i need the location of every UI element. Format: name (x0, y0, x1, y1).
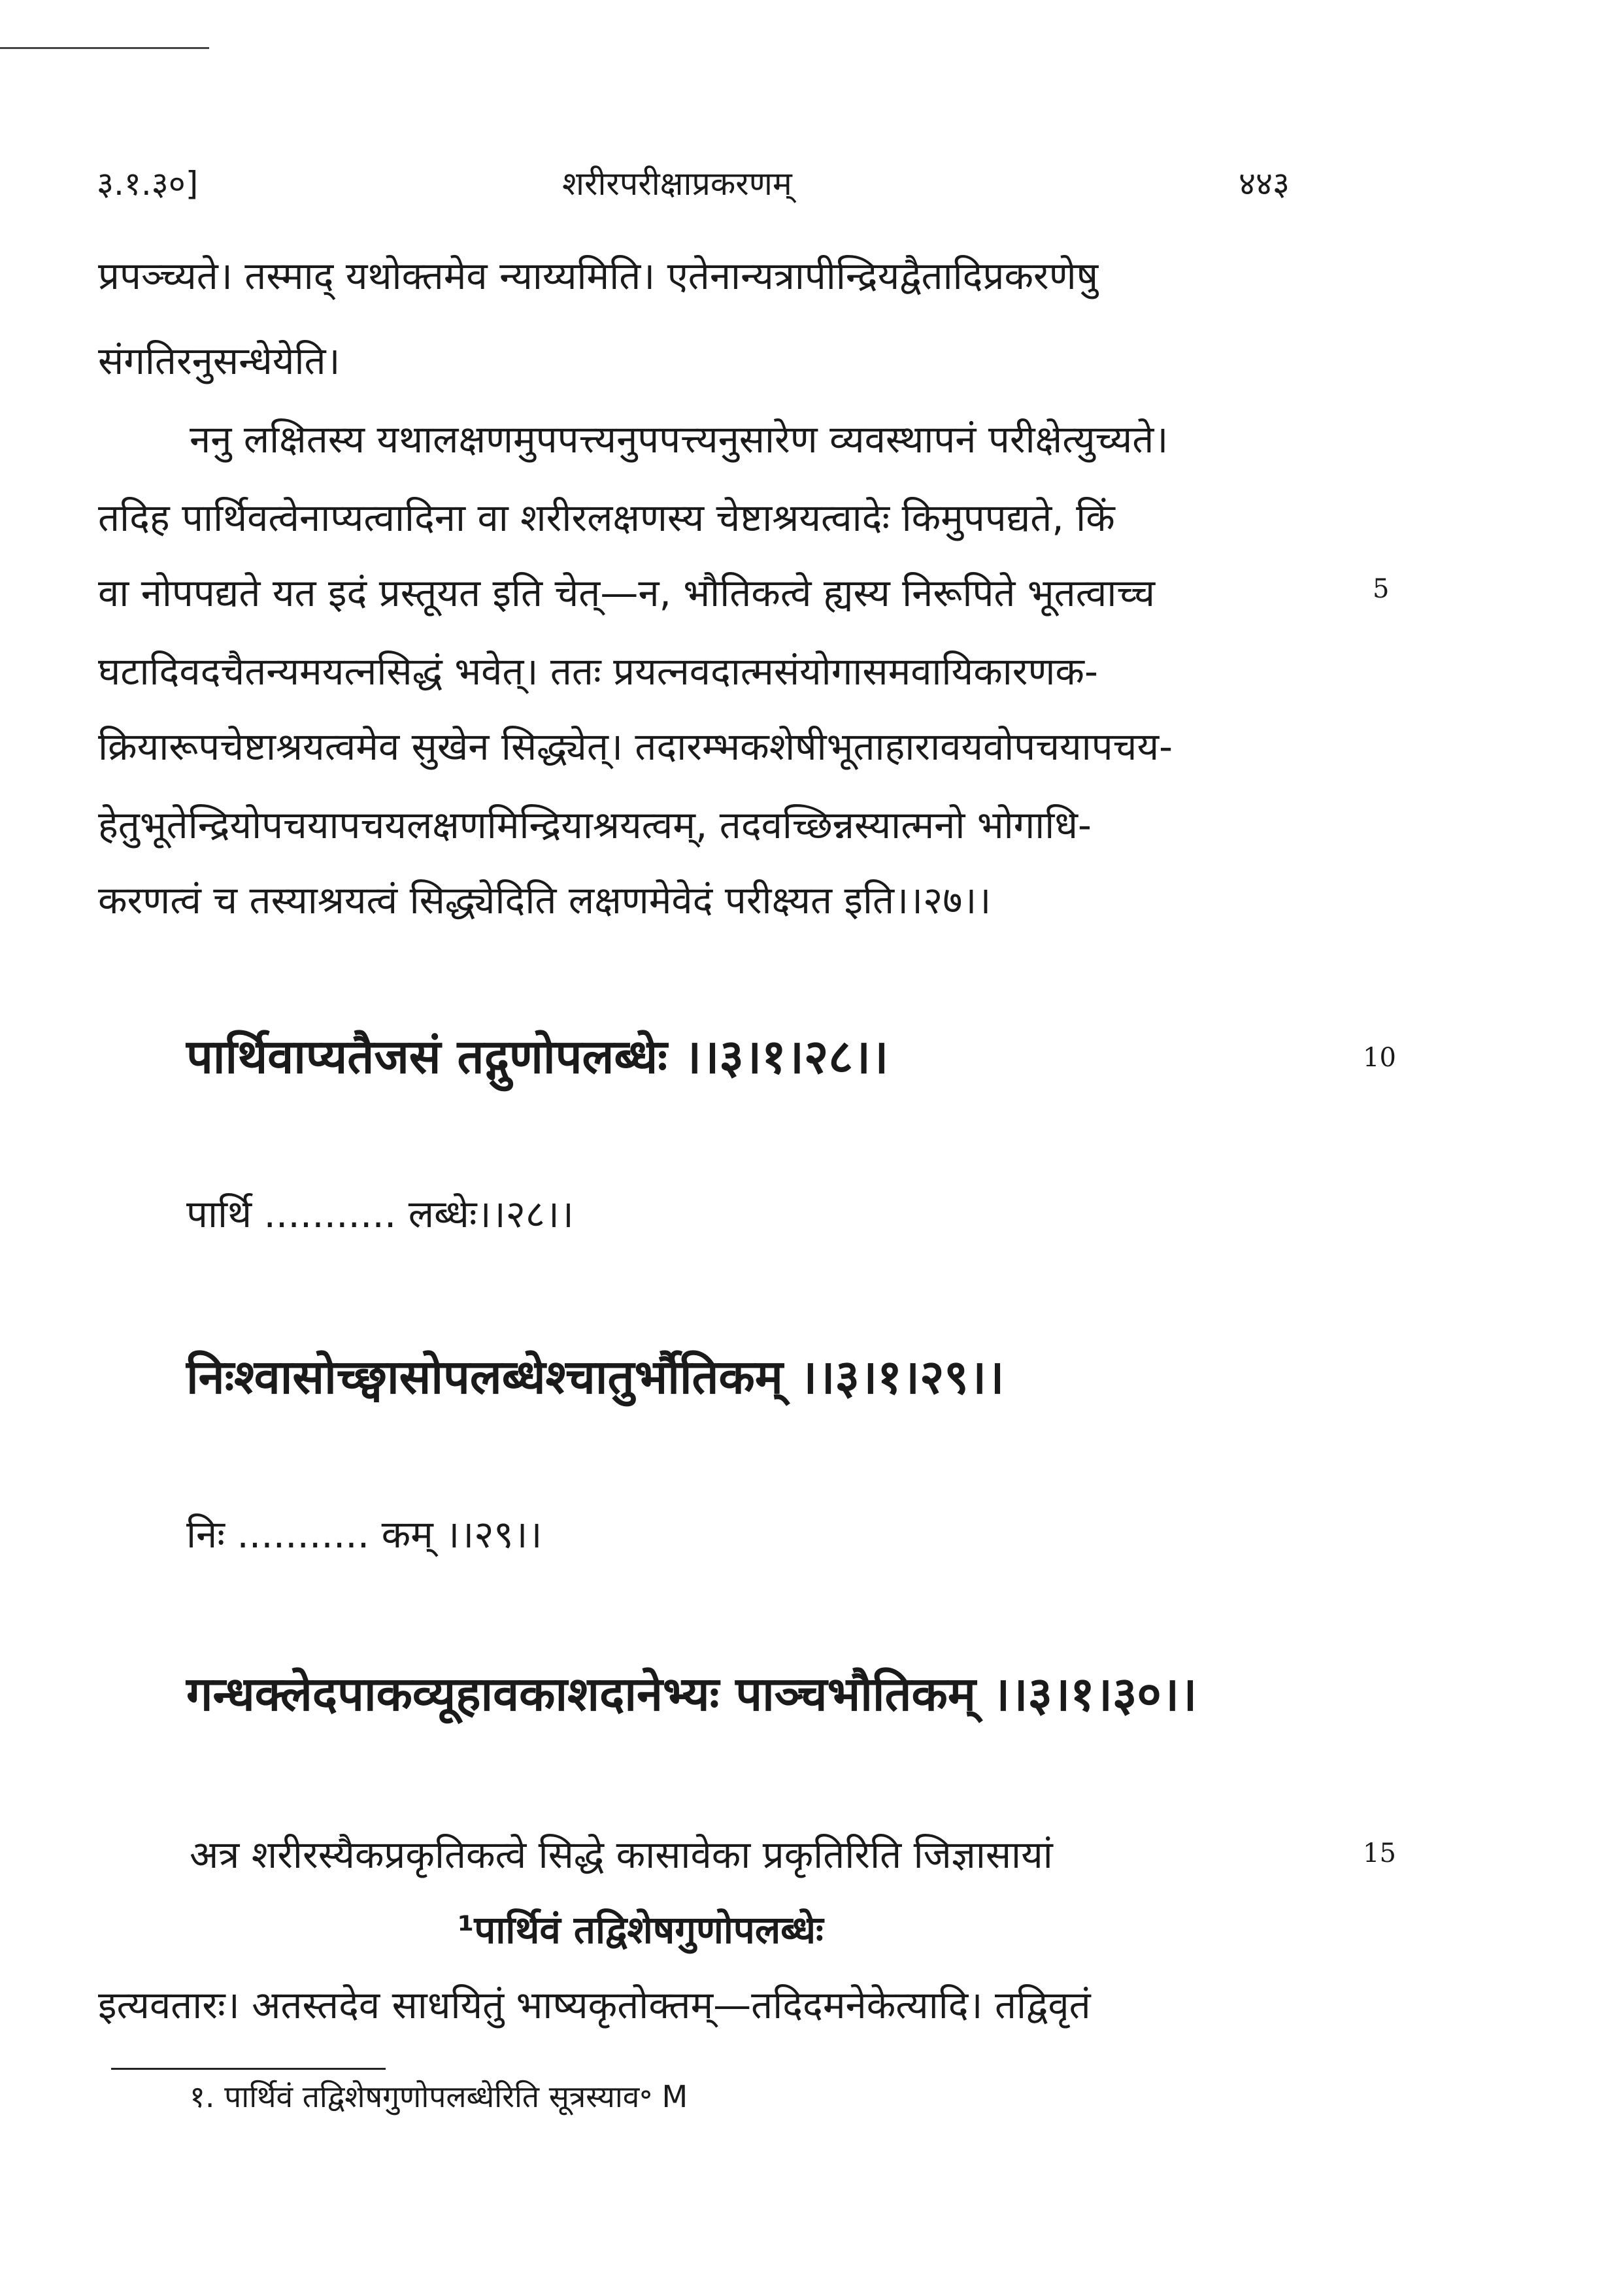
sutra-heading: गन्धक्लेदपाकव्यूहावकाशदानेभ्यः पाञ्चभौतिकम् ।।३।१।३०।। (186, 1666, 1197, 1721)
text-line: संगतिरनुसन्धेयेति। (98, 339, 341, 383)
text-line: अत्र शरीरस्यैकप्रकृतिकत्वे सिद्धे कासावेका प्रकृतिरिति जिज्ञासायां (190, 1832, 1053, 1877)
bhashya-line: पार्थि ........... लब्धेः।।२८।। (186, 1192, 574, 1236)
quoted-sutra: ¹पार्थिवं तद्विशेषगुणोपलब्धेः (458, 1908, 824, 1952)
text-line: क्रियारूपचेष्टाश्रयत्वमेव सुखेन सिद्ध्येत्। तदारम्भकशेषीभूताहारावयवोपचयापचय- (98, 724, 1173, 769)
text-line: वा नोपपद्यते यत इदं प्रस्तूयत इति चेत्—न, भौतिकत्वे ह्यस्य निरूपिते भूतत्वाच्च (98, 571, 1156, 615)
text-line: घटादिवदचैतन्यमयत्नसिद्धं भवेत्। ततः प्रयत्नवदात्मसंयोगासमवायिकारणक- (98, 649, 1098, 694)
text-line: इत्यवतारः। अतस्तदेव साधयितुं भाष्यकृतोक्तम्—तदिदमनेकेत्यादि। तद्विवृतं (98, 1983, 1091, 2027)
scan-edge-line (0, 47, 209, 49)
text-line: तदिह पार्थिवत्वेनाप्यत्वादिना वा शरीरलक्षणस्य चेष्टाश्रयत्वादेः किमुपपद्यते, किं (98, 496, 1115, 540)
line-number: 5 (1373, 574, 1390, 604)
footnote: १. पार्थिवं तद्विशेषगुणोपलब्धेरिति सूत्रस्याव॰ M (190, 2079, 688, 2114)
text-line: हेतुभूतेन्द्रियोपचयापचयलक्षणमिन्द्रियाश्रयत्वम्, तदवच्छिन्नस्यात्मनो भोगाधि- (98, 803, 1092, 847)
line-number: 10 (1363, 1043, 1396, 1073)
header-section-ref: ३.१.३०] (97, 165, 199, 203)
bhashya-line: निः ........... कम् ।।२९।। (186, 1512, 543, 1557)
header-page-number: ४४३ (1239, 165, 1290, 203)
sutra-heading: निःश्वासोच्छ्वासोपलब्धेश्चातुर्भौतिकम् ।।३।१।२९।। (186, 1349, 1005, 1404)
text-line: ननु लक्षितस्य यथालक्षणमुपपत्त्यनुपपत्त्यनुसारेण व्यवस्थापनं परीक्षेत्युच्यते। (190, 417, 1169, 462)
footnote-rule (111, 2068, 386, 2070)
text-line: करणत्वं च तस्याश्रयत्वं सिद्ध्येदिति लक्षणमेवेदं परीक्ष्यत इति।।२७।। (98, 878, 992, 922)
line-number: 15 (1363, 1838, 1396, 1868)
text-line: प्रपञ्च्यते। तस्माद् यथोक्तमेव न्याय्यमिति। एतेनान्यत्रापीन्द्रियद्वैतादिप्रकरणेषु (98, 254, 1099, 298)
sutra-heading: पार्थिवाप्यतैजसं तद्गुणोपलब्धेः ।।३।१।२८।। (186, 1029, 889, 1084)
header-title: शरीरपरीक्षाप्रकरणम् (562, 165, 792, 203)
